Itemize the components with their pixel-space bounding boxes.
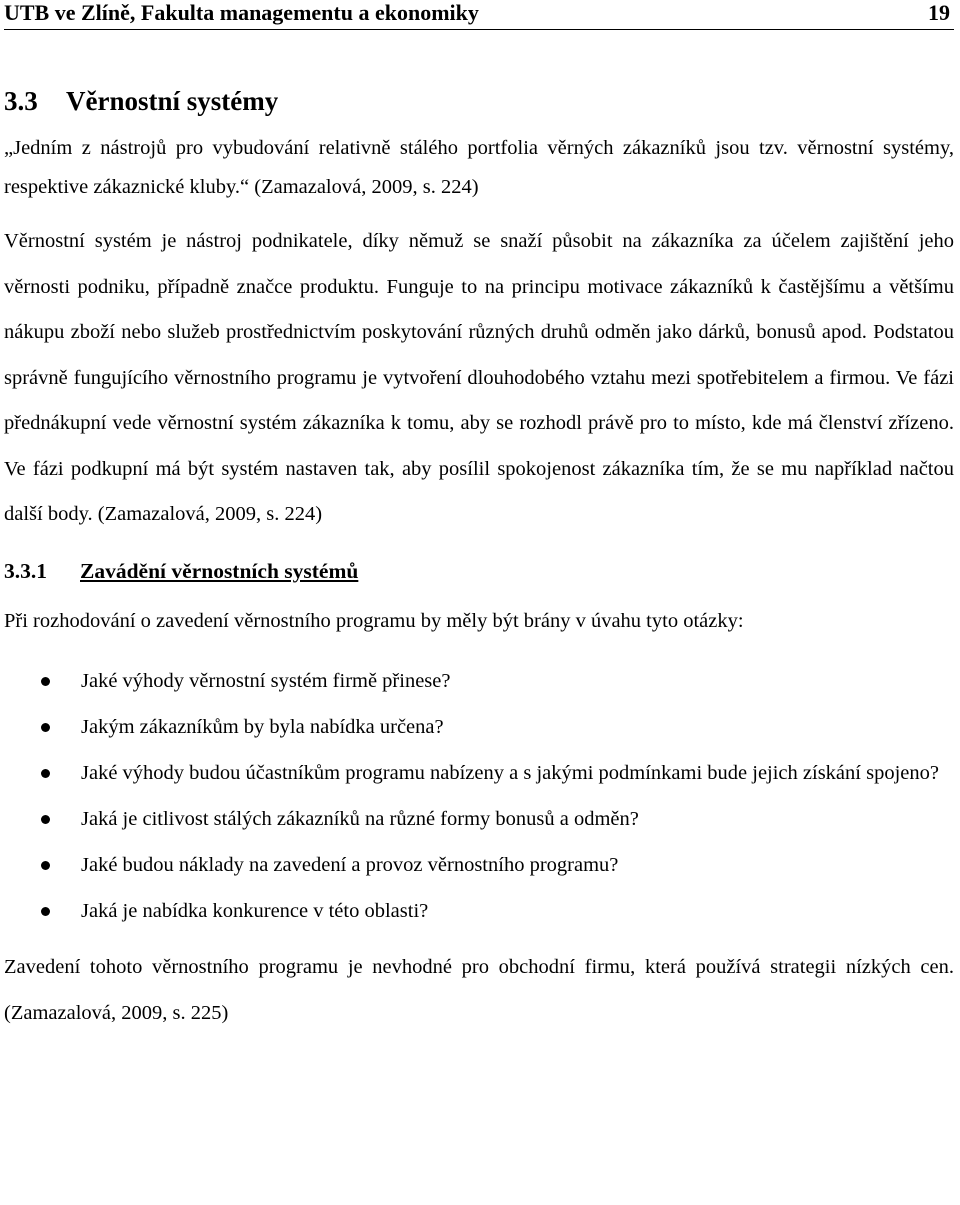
bullet-icon: [41, 769, 50, 778]
list-item-text: Jaké budou náklady na zavedení a provoz věrnostního programu?: [81, 853, 619, 876]
section-body: [4, 129, 954, 538]
list-item-text: Jaké výhody budou účastníkům programu nabízeny a s jakými podmínkami bude jejich získání spojeno?: [81, 761, 939, 784]
section-title: Věrnostní systémy: [66, 86, 279, 116]
bullet-icon: [41, 815, 50, 824]
list-item-text: Jaké výhody věrnostní systém firmě přinese?: [81, 669, 451, 692]
list-item: [4, 888, 954, 934]
question-list: [4, 658, 954, 934]
section-number: 3.3: [4, 86, 38, 116]
bullet-icon: [41, 861, 50, 870]
section-heading: [4, 30, 954, 118]
running-header: [4, 0, 954, 30]
list-item-text: Jakým zákazníkům by byla nabídka určena?: [81, 715, 444, 738]
bullet-icon: [41, 723, 50, 732]
list-item-text: Jaká je nabídka konkurence v této oblasti?: [81, 899, 429, 922]
list-item: [4, 704, 954, 750]
bullet-icon: [41, 907, 50, 916]
list-item: [4, 842, 954, 888]
subsection-title: Zavádění věrnostních systémů: [80, 558, 359, 583]
list-item: [4, 750, 954, 796]
subsection-heading: [4, 538, 954, 586]
closing-paragraph: Zavedení tohoto věrnostního programu je nevhodné pro obchodní firmu, která používá strategii nízkých cen. (Zamazalová, 2009, s. 225): [4, 955, 954, 1024]
quote-paragraph: „Jedním z nástrojů pro vybudování relativně stálého portfolia věrných zákazníků jsou tzv. věrnostní systémy, respektive zákaznické kluby.“ (Zamazalová, 2009, s. 224): [4, 137, 954, 198]
list-item-text: Jaká je citlivost stálých zákazníků na různé formy bonusů a odměn?: [81, 807, 639, 830]
page-number: 19: [928, 0, 950, 25]
list-item: [4, 658, 954, 704]
subsection-body: [4, 604, 954, 1036]
bullet-icon: [41, 677, 50, 686]
subsection-number: 3.3.1: [4, 558, 47, 583]
list-item: [4, 796, 954, 842]
intro-paragraph: Při rozhodování o zavedení věrnostního programu by měly být brány v úvahu tyto otázky:: [4, 609, 744, 632]
body-paragraph: Věrnostní systém je nástroj podnikatele, díky němuž se snaží působit na zákazníka za účelem zajištění jeho věrnosti podniku, případně značce produktu. Funguje to na principu motivace zákazníků k častějšímu a většímu nákupu zboží nebo služeb prostřednictvím poskytování různých druhů odměn jako dárků, bonusů apod. Podstatou správně fungujícího věrnostního programu je vytvoření dlouhodobého vztahu mezi spotřebitelem a firmou. Ve fázi přednákupní vede věrnostní systém zákazníka k tomu, aby se rozhodl právě pro to místo, kde má členství zřízeno. Ve fázi podkupní má být systém nastaven tak, aby posílil spokojenost zákazníka tím, že se mu například načtou další body. (Zamazalová, 2009, s. 224): [4, 230, 954, 525]
header-institution: UTB ve Zlíně, Fakulta managementu a ekonomiky: [4, 0, 479, 25]
